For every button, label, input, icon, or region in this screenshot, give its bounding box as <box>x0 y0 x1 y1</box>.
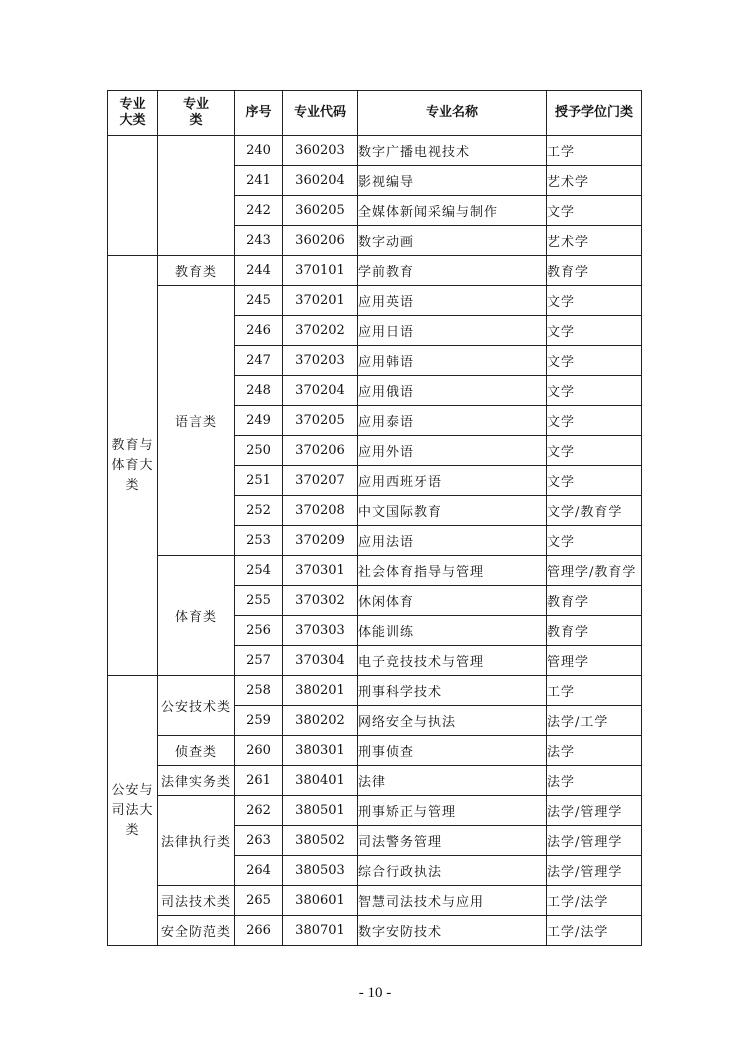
degree-cell: 文学 <box>547 346 642 376</box>
seq-cell: 252 <box>235 496 283 526</box>
category-cell: 司法技术类 <box>158 886 235 916</box>
degree-cell: 文学 <box>547 436 642 466</box>
seq-cell: 260 <box>235 736 283 766</box>
majors-table <box>107 90 642 946</box>
name-cell: 法律 <box>358 766 547 796</box>
seq-cell: 244 <box>235 256 283 286</box>
code-cell: 370209 <box>283 526 358 556</box>
degree-cell: 文学 <box>547 316 642 346</box>
header-category: 专业 类 <box>158 91 235 136</box>
header-degree: 授予学位门类 <box>547 91 642 136</box>
code-cell: 380201 <box>283 676 358 706</box>
code-cell: 370201 <box>283 286 358 316</box>
seq-cell: 255 <box>235 586 283 616</box>
code-cell: 380701 <box>283 916 358 946</box>
table-row <box>108 796 642 826</box>
name-cell: 学前教育 <box>358 256 547 286</box>
name-cell: 刑事侦查 <box>358 736 547 766</box>
code-cell: 380601 <box>283 886 358 916</box>
degree-cell: 法学/管理学 <box>547 826 642 856</box>
seq-cell: 261 <box>235 766 283 796</box>
code-cell: 370302 <box>283 586 358 616</box>
code-cell: 370203 <box>283 346 358 376</box>
code-cell: 370207 <box>283 466 358 496</box>
seq-cell: 259 <box>235 706 283 736</box>
code-cell: 380202 <box>283 706 358 736</box>
category-cell <box>158 136 235 256</box>
degree-cell: 管理学/教育学 <box>547 556 642 586</box>
name-cell: 中文国际教育 <box>358 496 547 526</box>
code-cell: 370205 <box>283 406 358 436</box>
degree-cell: 文学 <box>547 406 642 436</box>
seq-cell: 253 <box>235 526 283 556</box>
seq-cell: 246 <box>235 316 283 346</box>
code-cell: 380502 <box>283 826 358 856</box>
degree-cell: 管理学 <box>547 646 642 676</box>
name-cell: 网络安全与执法 <box>358 706 547 736</box>
degree-cell: 法学 <box>547 736 642 766</box>
seq-cell: 256 <box>235 616 283 646</box>
degree-cell: 教育学 <box>547 586 642 616</box>
code-cell: 370304 <box>283 646 358 676</box>
table-row <box>108 736 642 766</box>
degree-cell: 工学 <box>547 136 642 166</box>
degree-cell: 艺术学 <box>547 166 642 196</box>
category-cell: 语言类 <box>158 286 235 556</box>
table-row <box>108 886 642 916</box>
seq-cell: 266 <box>235 916 283 946</box>
name-cell: 应用英语 <box>358 286 547 316</box>
name-cell: 电子竞技技术与管理 <box>358 646 547 676</box>
table-row <box>108 676 642 706</box>
header-row <box>108 91 642 136</box>
degree-cell: 教育学 <box>547 256 642 286</box>
header-major-category: 专业 大类 <box>108 91 158 136</box>
code-cell: 360205 <box>283 196 358 226</box>
name-cell: 影视编导 <box>358 166 547 196</box>
name-cell: 应用韩语 <box>358 346 547 376</box>
name-cell: 体能训练 <box>358 616 547 646</box>
degree-cell: 教育学 <box>547 616 642 646</box>
header-seq: 序号 <box>235 91 283 136</box>
degree-cell: 文学 <box>547 196 642 226</box>
degree-cell: 法学/管理学 <box>547 796 642 826</box>
name-cell: 司法警务管理 <box>358 826 547 856</box>
code-cell: 370303 <box>283 616 358 646</box>
name-cell: 应用泰语 <box>358 406 547 436</box>
code-cell: 370208 <box>283 496 358 526</box>
category-cell: 公安技术类 <box>158 676 235 736</box>
name-cell: 数字动画 <box>358 226 547 256</box>
name-cell: 应用西班牙语 <box>358 466 547 496</box>
category-cell: 体育类 <box>158 556 235 676</box>
degree-cell: 文学 <box>547 526 642 556</box>
category-cell: 安全防范类 <box>158 916 235 946</box>
major-category-cell <box>108 136 158 256</box>
name-cell: 应用外语 <box>358 436 547 466</box>
seq-cell: 264 <box>235 856 283 886</box>
name-cell: 数字安防技术 <box>358 916 547 946</box>
major-category-cell: 公安与 司法大 类 <box>108 676 158 946</box>
category-cell: 法律实务类 <box>158 766 235 796</box>
code-cell: 370206 <box>283 436 358 466</box>
seq-cell: 242 <box>235 196 283 226</box>
seq-cell: 249 <box>235 406 283 436</box>
code-cell: 360206 <box>283 226 358 256</box>
seq-cell: 251 <box>235 466 283 496</box>
code-cell: 370204 <box>283 376 358 406</box>
name-cell: 智慧司法技术与应用 <box>358 886 547 916</box>
degree-cell: 艺术学 <box>547 226 642 256</box>
degree-cell: 文学 <box>547 466 642 496</box>
code-cell: 370202 <box>283 316 358 346</box>
degree-cell: 工学 <box>547 676 642 706</box>
degree-cell: 文学/教育学 <box>547 496 642 526</box>
table-row <box>108 286 642 316</box>
code-cell: 380301 <box>283 736 358 766</box>
degree-cell: 法学/管理学 <box>547 856 642 886</box>
seq-cell: 265 <box>235 886 283 916</box>
code-cell: 380401 <box>283 766 358 796</box>
degree-cell: 文学 <box>547 376 642 406</box>
degree-cell: 工学/法学 <box>547 886 642 916</box>
category-cell: 侦查类 <box>158 736 235 766</box>
category-cell: 教育类 <box>158 256 235 286</box>
seq-cell: 262 <box>235 796 283 826</box>
seq-cell: 263 <box>235 826 283 856</box>
table-row <box>108 256 642 286</box>
table-row <box>108 766 642 796</box>
code-cell: 370301 <box>283 556 358 586</box>
table-row <box>108 556 642 586</box>
degree-cell: 工学/法学 <box>547 916 642 946</box>
seq-cell: 243 <box>235 226 283 256</box>
code-cell: 380503 <box>283 856 358 886</box>
code-cell: 380501 <box>283 796 358 826</box>
degree-cell: 法学 <box>547 766 642 796</box>
seq-cell: 241 <box>235 166 283 196</box>
seq-cell: 258 <box>235 676 283 706</box>
degree-cell: 文学 <box>547 286 642 316</box>
name-cell: 应用俄语 <box>358 376 547 406</box>
code-cell: 370101 <box>283 256 358 286</box>
name-cell: 数字广播电视技术 <box>358 136 547 166</box>
category-cell: 法律执行类 <box>158 796 235 886</box>
name-cell: 刑事科学技术 <box>358 676 547 706</box>
seq-cell: 240 <box>235 136 283 166</box>
name-cell: 刑事矫正与管理 <box>358 796 547 826</box>
name-cell: 应用日语 <box>358 316 547 346</box>
table-row <box>108 916 642 946</box>
code-cell: 360203 <box>283 136 358 166</box>
seq-cell: 248 <box>235 376 283 406</box>
table-row <box>108 136 642 166</box>
name-cell: 综合行政执法 <box>358 856 547 886</box>
name-cell: 全媒体新闻采编与制作 <box>358 196 547 226</box>
major-category-cell: 教育与 体育大 类 <box>108 256 158 676</box>
seq-cell: 250 <box>235 436 283 466</box>
seq-cell: 245 <box>235 286 283 316</box>
page-number: - 10 - <box>358 985 392 1001</box>
seq-cell: 254 <box>235 556 283 586</box>
degree-cell: 法学/工学 <box>547 706 642 736</box>
name-cell: 应用法语 <box>358 526 547 556</box>
code-cell: 360204 <box>283 166 358 196</box>
seq-cell: 247 <box>235 346 283 376</box>
seq-cell: 257 <box>235 646 283 676</box>
name-cell: 休闲体育 <box>358 586 547 616</box>
header-code: 专业代码 <box>283 91 358 136</box>
header-name: 专业名称 <box>358 91 547 136</box>
name-cell: 社会体育指导与管理 <box>358 556 547 586</box>
